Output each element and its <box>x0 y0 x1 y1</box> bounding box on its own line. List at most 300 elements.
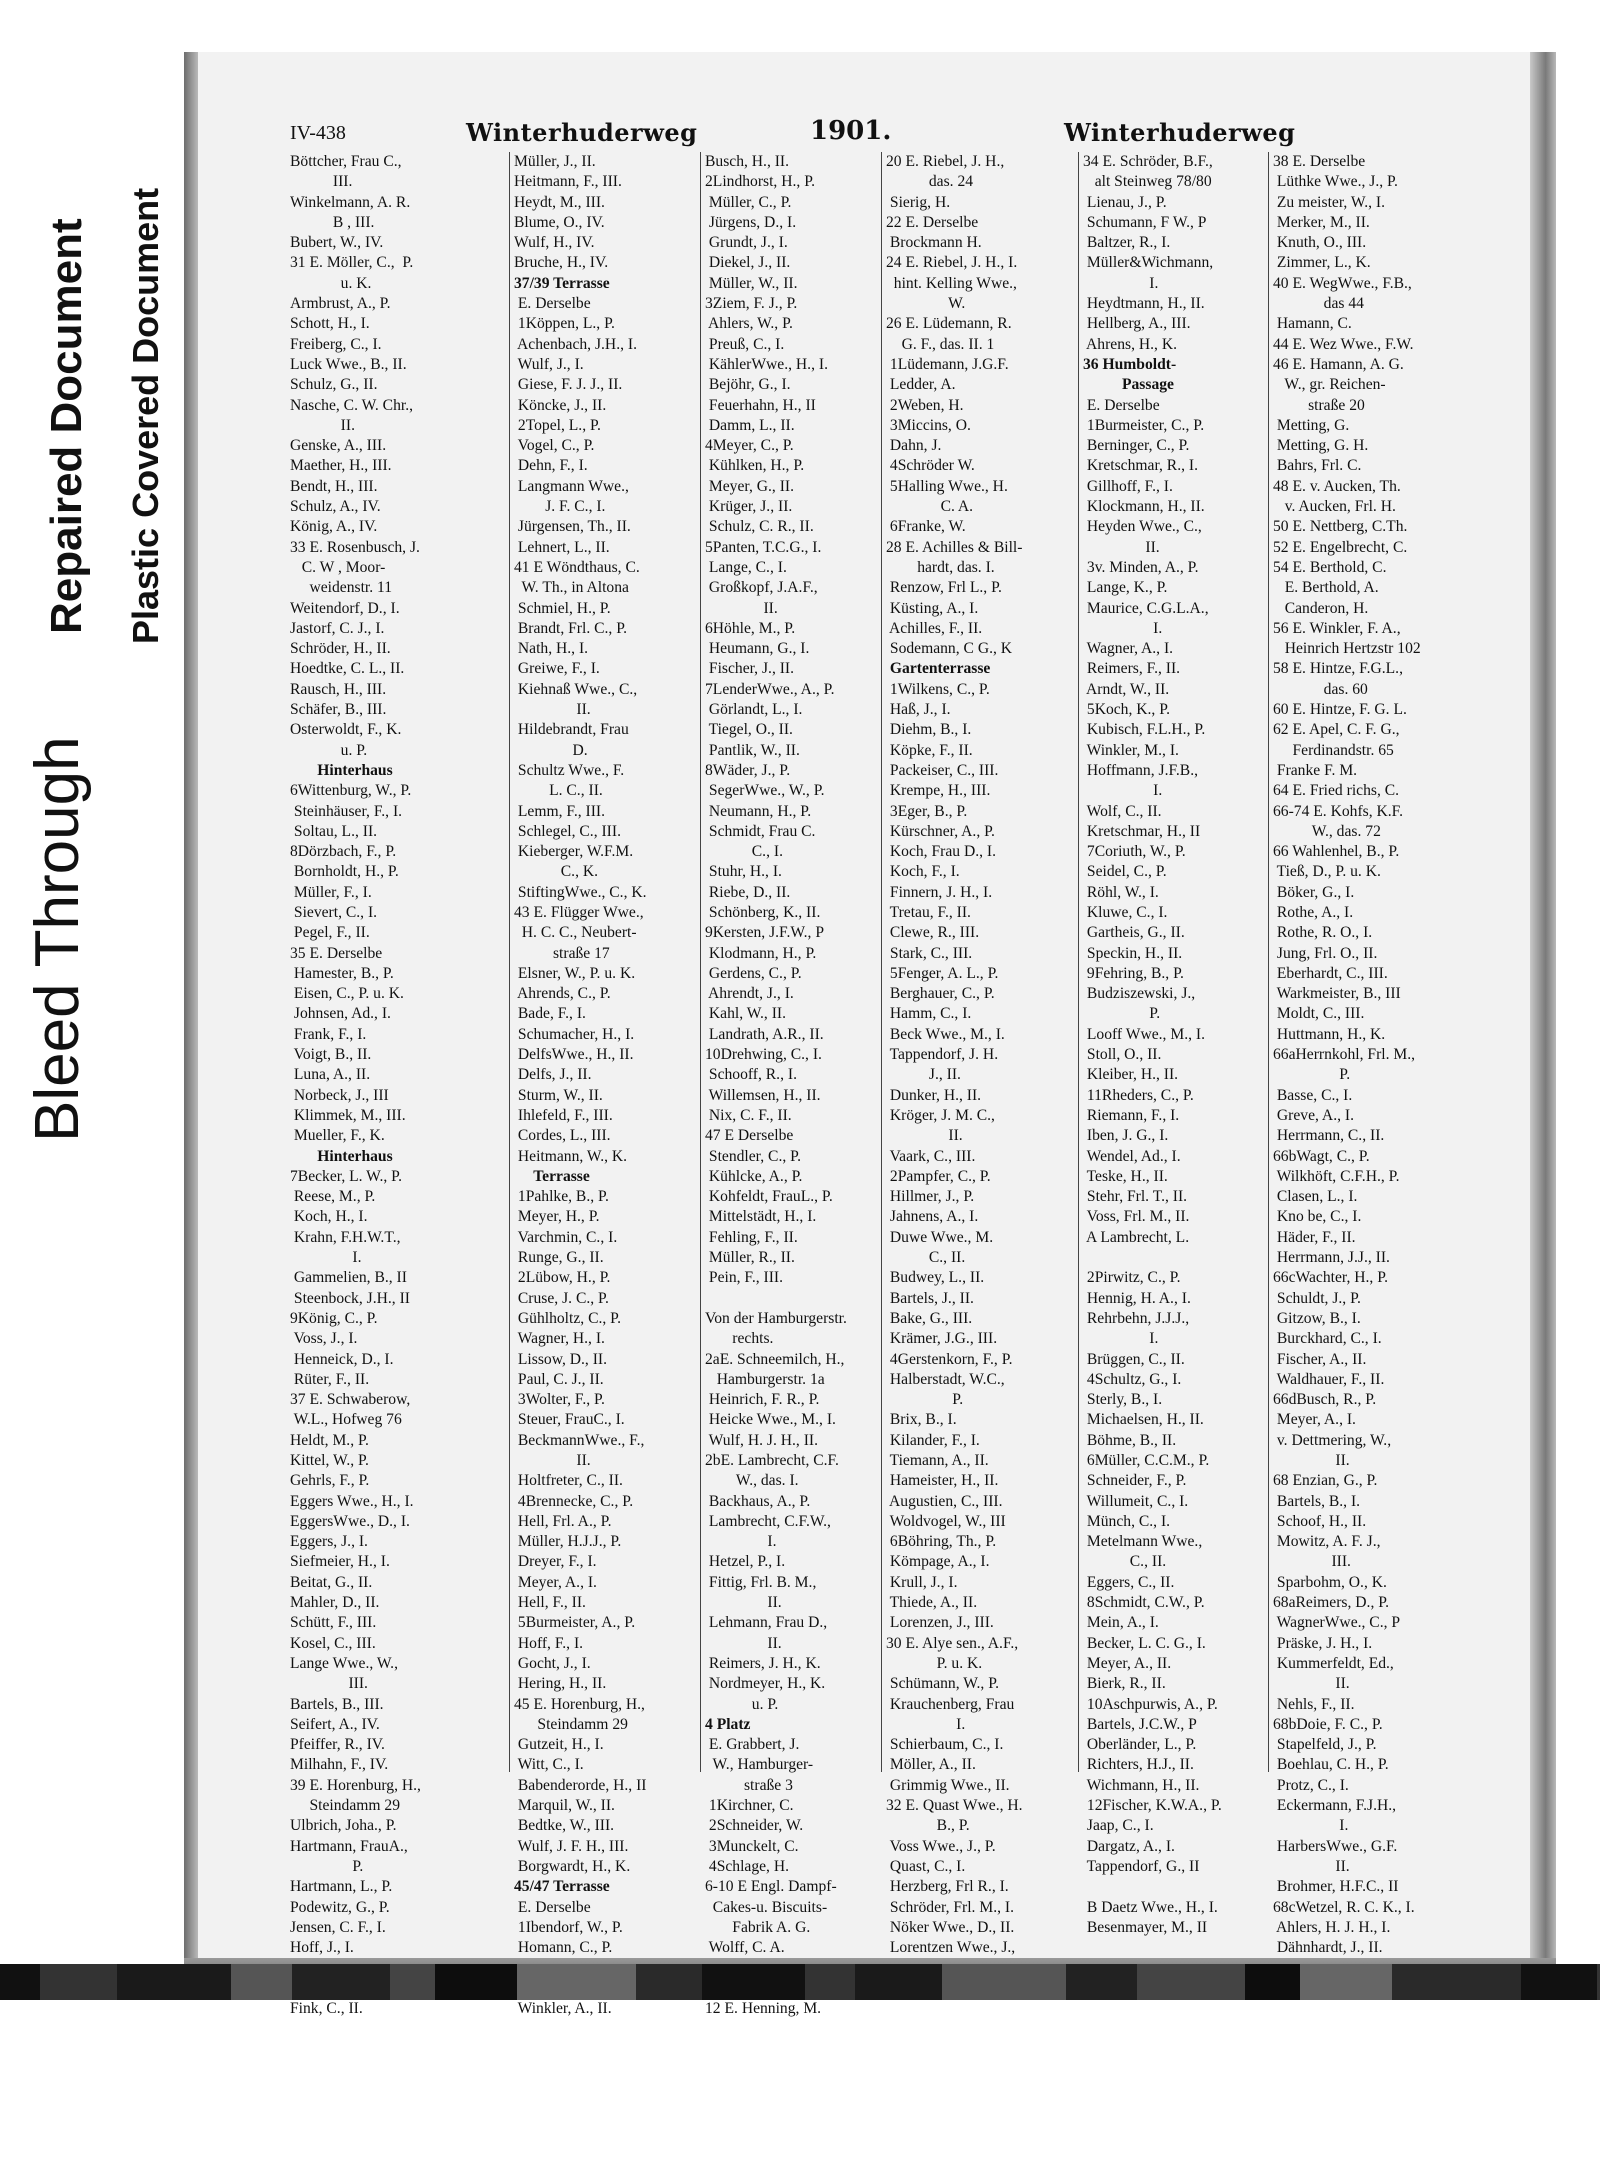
directory-entry: Michaelsen, H., II. <box>1083 1411 1204 1429</box>
directory-entry: II. <box>705 599 778 617</box>
directory-entry: Metting, G. <box>1273 416 1350 434</box>
directory-entry: W., gr. Reichen- <box>1273 376 1386 394</box>
directory-entry: Haß, J., I. <box>886 701 951 719</box>
directory-entry: Budwey, L., II. <box>886 1269 985 1287</box>
directory-entry: J. F. C., I. <box>514 498 606 516</box>
directory-entry: Diekel, J., II. <box>705 254 791 272</box>
directory-entry: Lorenzen, J., III. <box>886 1614 994 1632</box>
directory-entry: Kubisch, F.L.H., P. <box>1083 721 1206 739</box>
directory-entry: Wagner, H., I. <box>514 1330 605 1348</box>
directory-entry: Norbeck, J., III <box>290 1086 389 1104</box>
directory-entry: Bahrs, Frl. C. <box>1273 457 1362 475</box>
directory-entry: 33 E. Rosenbusch, J. <box>290 538 420 556</box>
directory-entry: 50 E. Nettberg, C.Th. <box>1273 518 1408 536</box>
directory-entry: 11Rheders, C., P. <box>1083 1086 1194 1104</box>
directory-entry: weidenstr. 11 <box>290 579 393 597</box>
directory-entry: Kummerfeldt, Ed., <box>1273 1654 1394 1672</box>
directory-entry: Achilles, F., II. <box>886 619 983 637</box>
directory-entry: Milhahn, F., IV. <box>290 1756 389 1774</box>
directory-entry: 54 E. Berthold, C. <box>1273 558 1387 576</box>
directory-entry: Sterly, B., I. <box>1083 1391 1163 1409</box>
directory-entry: Schoof, H., II. <box>1273 1512 1367 1530</box>
directory-entry: Klimmek, M., III. <box>290 1106 406 1124</box>
directory-entry: Fehling, F., II. <box>705 1228 798 1246</box>
directory-entry: 31 E. Möller, C., P. <box>290 254 414 272</box>
directory-column-5 <box>1083 152 1268 1938</box>
directory-entry: Heicke Wwe., M., I. <box>705 1411 836 1429</box>
directory-entry: Speckin, H., II. <box>1083 944 1183 962</box>
directory-entry: Hinterhaus <box>290 1147 393 1165</box>
directory-entry: Jastorf, C. J., I. <box>290 619 385 637</box>
directory-entry: Wolff, C. A. <box>705 1939 785 1957</box>
directory-entry: Stuhr, H., I. <box>705 863 782 881</box>
scanner-bar-segment <box>1300 1964 1392 2000</box>
directory-entry: hardt, das. I. <box>886 558 995 576</box>
directory-entry: P. <box>1273 1066 1351 1084</box>
directory-entry: I. <box>290 1249 362 1267</box>
scanner-bar-segment <box>805 1964 855 2000</box>
directory-entry: 3Munckelt, C. <box>705 1837 799 1855</box>
directory-entry: Runge, G., II. <box>514 1249 604 1267</box>
directory-entry: P. <box>886 1391 964 1409</box>
directory-entry: Finnern, J. H., I. <box>886 883 993 901</box>
directory-entry: 1Köppen, L., P. <box>514 315 615 333</box>
directory-entry: Hoffmann, J.F.B., <box>1083 761 1198 779</box>
directory-entry: 64 E. Fried richs, C. <box>1273 782 1400 800</box>
directory-entry: das. 60 <box>1273 680 1368 698</box>
directory-entry: Böhme, B., II. <box>1083 1431 1177 1449</box>
directory-entry: Meyer, H., P. <box>514 1208 600 1226</box>
directory-entry: Stoll, O., II. <box>1083 1046 1162 1064</box>
directory-entry: Kretschmar, R., I. <box>1083 457 1198 475</box>
directory-entry: 20 E. Riebel, J. H., <box>886 153 1005 170</box>
left-margin <box>0 52 184 1998</box>
directory-entry: 66dBusch, R., P. <box>1273 1391 1377 1409</box>
directory-entry: C., I. <box>705 843 783 861</box>
directory-entry: Dargatz, A., I. <box>1083 1837 1175 1855</box>
directory-entry: Stapelfeld, J., P. <box>1273 1736 1377 1754</box>
directory-entry: Wolf, C., II. <box>1083 802 1162 820</box>
directory-entry: Brockmann H. <box>886 234 982 252</box>
directory-entry: Hell, F., II. <box>514 1594 586 1612</box>
directory-entry: Schröder, H., II. <box>290 640 391 658</box>
directory-entry: KählerWwe., H., I. <box>705 355 828 373</box>
directory-entry: straße 3 <box>705 1776 793 1794</box>
directory-entry: Tappendorf, J. H. <box>886 1046 999 1064</box>
directory-entry: Oberländer, L., P. <box>1083 1736 1197 1754</box>
directory-entry: Fabrik A. G. <box>705 1918 811 1936</box>
directory-entry: Pfeiffer, R., IV. <box>290 1736 385 1754</box>
directory-entry: Schneider, F., P. <box>1083 1472 1187 1490</box>
scanner-bar-segment <box>855 1964 942 2000</box>
directory-entry: Dreyer, F., I. <box>514 1553 597 1571</box>
directory-entry: 4Meyer, C., P. <box>705 437 794 455</box>
directory-entry: Ferdinandstr. 65 <box>1273 741 1394 759</box>
directory-entry: Varchmin, C., I. <box>514 1228 618 1246</box>
directory-entry: Clasen, L., I. <box>1273 1188 1358 1206</box>
directory-entry: v. Dettmering, W., <box>1273 1431 1392 1449</box>
directory-entry: Vogel, C., P. <box>514 437 595 455</box>
directory-entry: 1Kirchner, C. <box>705 1797 794 1815</box>
directory-entry: Hartmann, FrauA., <box>290 1837 408 1855</box>
directory-entry: 12 E. Henning, M. <box>705 2000 822 2018</box>
directory-entry: Halberstadt, W.C., <box>886 1370 1005 1388</box>
directory-entry: Herrmann, C., II. <box>1273 1127 1385 1145</box>
directory-entry: Wichmann, H., II. <box>1083 1776 1200 1794</box>
directory-entry: Willumeit, C., I. <box>1083 1492 1189 1510</box>
directory-entry: Lemm, F., III. <box>514 802 605 820</box>
directory-entry: Clewe, R., III. <box>886 924 980 942</box>
directory-entry: I. <box>886 1715 966 1733</box>
directory-entry: Bubert, W., IV. <box>290 234 384 252</box>
directory-entry: Meyer, A., I. <box>1273 1411 1356 1429</box>
directory-entry: Meyer, G., II. <box>705 477 795 495</box>
directory-entry: 52 E. Engelbrecht, C. <box>1273 538 1408 556</box>
directory-entry: I. <box>1083 274 1159 292</box>
directory-entry: 3Wolter, F., P. <box>514 1391 605 1409</box>
directory-entry: C. A. <box>886 498 974 516</box>
directory-entry: 1Wilkens, C., P. <box>886 680 990 698</box>
directory-entry: Richters, H.J., II. <box>1083 1756 1194 1774</box>
directory-entry: Eggers Wwe., H., I. <box>290 1492 414 1510</box>
directory-entry: Gehrls, F., P. <box>290 1472 370 1490</box>
directory-entry: 35 E. Derselbe <box>290 944 383 962</box>
directory-entry: Thiede, A., II. <box>886 1594 978 1612</box>
directory-entry: Gillhoff, F., I. <box>1083 477 1173 495</box>
directory-entry: 1Ibendorf, W., P. <box>514 1918 623 1936</box>
directory-entry: Lambrecht, C.F.W., <box>705 1512 831 1530</box>
directory-entry: straße 20 <box>1273 396 1365 414</box>
directory-entry: Weitendorf, D., I. <box>290 599 400 617</box>
directory-entry: 6Höhle, M., P. <box>705 619 796 637</box>
directory-entry: Reimers, F., II. <box>1083 660 1181 678</box>
directory-entry: Rausch, H., III. <box>290 680 387 698</box>
directory-entry: 1Lüdemann, J.G.F. <box>886 355 1009 373</box>
directory-entry: Kohfeldt, FrauL., P. <box>705 1188 833 1206</box>
directory-entry <box>1083 1248 1268 1268</box>
directory-entry: 37 E. Schwaberow, <box>290 1391 411 1409</box>
directory-entry: Osterwoldt, F., K. <box>290 721 402 739</box>
directory-entry: 48 E. v. Aucken, Th. <box>1273 477 1401 495</box>
directory-entry: Schulz, A., IV. <box>290 498 381 516</box>
directory-entry: Tappendorf, G., II <box>1083 1857 1200 1875</box>
directory-entry: D. <box>514 741 588 759</box>
directory-entry <box>1083 1877 1268 1897</box>
directory-entry: Busch, H., II. <box>705 153 790 170</box>
scanner-bar-segment <box>231 1964 292 2000</box>
directory-entry: II. <box>514 1452 591 1469</box>
page-title-right: Winterhuderweg <box>1064 118 1296 147</box>
directory-entry: Dunker, H., II. <box>886 1086 982 1104</box>
scanner-bar-segment <box>942 1964 1066 2000</box>
directory-entry: Kno be, C., I. <box>1273 1208 1362 1226</box>
directory-entry: III. <box>1273 1553 1351 1571</box>
directory-entry: Möller, A., II. <box>886 1756 976 1774</box>
directory-entry: Eberhardt, C., III. <box>1273 964 1388 982</box>
directory-entry: Terrasse <box>514 1167 590 1185</box>
directory-entry: Heyden Wwe., C., <box>1083 518 1202 536</box>
directory-entry: Knuth, O., III. <box>1273 234 1367 252</box>
directory-entry: II. <box>290 416 355 434</box>
directory-entry: straße 17 <box>514 944 610 962</box>
directory-entry: Warkmeister, B., III <box>1273 985 1401 1003</box>
directory-entry: Müller, J., II. <box>514 153 596 170</box>
directory-entry: Wulf, J. F. H., III. <box>514 1837 629 1855</box>
directory-entry: Koch, Frau D., I. <box>886 843 997 861</box>
directory-entry: Kühlken, H., P. <box>705 457 805 475</box>
directory-entry: Witt, C., I. <box>514 1756 584 1774</box>
directory-entry: 6Franke, W. <box>886 518 966 536</box>
directory-entry: Ahlers, H. J. H., I. <box>1273 1918 1391 1936</box>
directory-entry: Heldt, M., P. <box>290 1431 369 1449</box>
directory-entry: Beitat, G., II. <box>290 1573 373 1591</box>
directory-entry: W., das. 72 <box>1273 822 1381 840</box>
directory-entry: 41 E Wöndthaus, C. <box>514 558 640 576</box>
directory-entry: Cruse, J. C., P. <box>514 1289 609 1307</box>
directory-entry: 2bE. Lambrecht, C.F. <box>705 1452 839 1469</box>
directory-entry: 43 E. Flügger Wwe., <box>514 903 644 921</box>
directory-entry: 6Böhring, Th., P. <box>886 1533 997 1551</box>
directory-entry: Schumacher, H., I. <box>514 1025 635 1043</box>
directory-entry: P. u. K. <box>886 1654 983 1672</box>
column-divider <box>700 152 701 1772</box>
directory-entry: Von der Hamburgerstr. <box>705 1309 847 1327</box>
directory-entry: 7Coriuth, W., P. <box>1083 843 1186 861</box>
directory-entry: Hoff, F., I. <box>514 1634 584 1652</box>
directory-entry: Borgwardt, H., K. <box>514 1857 631 1875</box>
directory-entry: C., K. <box>514 863 599 881</box>
directory-entry: Nöker Wwe., D., II. <box>886 1918 1015 1936</box>
directory-entry: Heumann, G., I. <box>705 640 810 658</box>
directory-entry: Kömpage, A., I. <box>886 1553 990 1571</box>
directory-entry: Dähnhardt, J., II. <box>1273 1939 1383 1957</box>
directory-entry: Lüthke Wwe., J., P. <box>1273 173 1398 191</box>
directory-entry: Rüter, F., II. <box>290 1370 370 1388</box>
directory-entry: Boehlau, C. H., P. <box>1273 1756 1389 1774</box>
directory-entry: Münch, C., I. <box>1083 1512 1171 1530</box>
column-divider <box>1268 152 1269 1772</box>
scanner-bar-segment <box>517 1964 636 2000</box>
directory-entry: Voss, Frl. M., II. <box>1083 1208 1190 1226</box>
directory-entry: Kröger, J. M. C., <box>886 1106 995 1124</box>
directory-entry: Wulf, J., I. <box>514 355 584 373</box>
directory-entry: Tiegel, O., II. <box>705 721 793 739</box>
directory-entry: Nix, C. F., II. <box>705 1106 792 1124</box>
scanner-bar-segment <box>117 1964 231 2000</box>
directory-entry: Sievert, C., I. <box>290 903 378 921</box>
directory-entry: Koch, F., I. <box>886 863 960 881</box>
directory-entry: Gartenterrasse <box>886 660 991 678</box>
directory-entry: Waldhauer, F., II. <box>1273 1370 1385 1388</box>
directory-entry: Mahler, D., II. <box>290 1594 380 1612</box>
directory-entry: Kiehnaß Wwe., C., <box>514 680 638 698</box>
directory-entry: Böker, G., I. <box>1273 883 1355 901</box>
directory-entry: Sturm, W., II. <box>514 1086 603 1104</box>
directory-entry: Rothe, A., I. <box>1273 903 1354 921</box>
directory-entry: 7Becker, L. W., P. <box>290 1167 402 1185</box>
scanner-bar-segment <box>292 1964 390 2000</box>
directory-entry: Wulf, H. J. H., II. <box>705 1431 818 1449</box>
scanner-bar-segment <box>636 1964 702 2000</box>
directory-entry: I. <box>1273 1817 1349 1835</box>
directory-entry: W.L., Hofweg 76 <box>290 1411 402 1429</box>
directory-entry: Soltau, L., II. <box>290 822 378 840</box>
directory-entry: W., Hamburger- <box>705 1756 814 1774</box>
directory-entry: P. <box>1083 1005 1161 1023</box>
directory-entry: DelfsWwe., H., II. <box>514 1046 634 1064</box>
directory-entry: Pegel, F., II. <box>290 924 370 942</box>
directory-entry: 38 E. Derselbe <box>1273 153 1366 170</box>
directory-entry: Landrath, A.R., II. <box>705 1025 824 1043</box>
directory-entry: Hetzel, P., I. <box>705 1553 786 1571</box>
directory-entry: Zu meister, W., I. <box>1273 193 1385 211</box>
directory-entry: Steindamm 29 <box>290 1797 401 1815</box>
directory-entry: 66aHerrnkohl, Frl. M., <box>1273 1046 1416 1064</box>
scanner-bar-segment <box>1392 1964 1521 2000</box>
directory-entry: III. <box>290 1675 368 1693</box>
directory-entry: 8Schmidt, C.W., P. <box>1083 1594 1205 1612</box>
scanner-bar-segment <box>390 1964 435 2000</box>
directory-entry: 22 E. Derselbe <box>886 213 979 231</box>
directory-entry: Gutzeit, H., I. <box>514 1736 604 1754</box>
directory-entry: Kahl, W., II. <box>705 1005 786 1023</box>
directory-entry: Feuerhahn, H., II <box>705 396 816 414</box>
directory-entry: Ledder, A. <box>886 376 956 394</box>
directory-entry: Krämer, J.G., III. <box>886 1330 998 1348</box>
directory-entry: II. <box>1083 538 1160 556</box>
directory-entry: Willemsen, H., II. <box>705 1086 821 1104</box>
directory-entry: Zimmer, L., K. <box>1273 254 1371 272</box>
directory-entry: Kilander, F., I. <box>886 1431 980 1449</box>
directory-entry: Berninger, C., P. <box>1083 437 1190 455</box>
directory-entry: 37/39 Terrasse <box>514 274 610 292</box>
directory-entry: Grimmig Wwe., II. <box>886 1776 1010 1794</box>
directory-entry: Bartels, B., III. <box>290 1695 384 1713</box>
directory-entry: E. Grabbert, J. <box>705 1736 800 1754</box>
directory-entry: 26 E. Lüdemann, R. <box>886 315 1012 333</box>
directory-entry: Babenderorde, H., II <box>514 1776 647 1794</box>
directory-entry: Teske, H., II. <box>1083 1167 1168 1185</box>
directory-entry: Dehn, F., I. <box>514 457 588 475</box>
directory-entry: Köncke, J., II. <box>514 396 607 414</box>
directory-entry: Rehrbehn, J.J.J., <box>1083 1309 1190 1327</box>
directory-entry: Beck Wwe., M., I. <box>886 1025 1005 1043</box>
scan-right-edge <box>1530 52 1556 1998</box>
directory-entry: Winkler, A., II. <box>514 2000 612 2018</box>
directory-entry: Rothe, R. O., I. <box>1273 924 1373 942</box>
directory-entry: 2Topel, L., P. <box>514 416 601 434</box>
directory-entry: Gocht, J., I. <box>514 1654 591 1672</box>
directory-entry: 56 E. Winkler, F. A., <box>1273 619 1401 637</box>
column-divider <box>509 152 510 1772</box>
directory-entry: HarbersWwe., G.F. <box>1273 1837 1398 1855</box>
directory-entry: Klockmann, H., II. <box>1083 498 1205 516</box>
directory-entry: Seidel, C., P. <box>1083 863 1167 881</box>
directory-entry: Pantlik, W., II. <box>705 741 800 759</box>
directory-entry <box>705 1289 881 1309</box>
directory-entry: 39 E. Horenburg, H., <box>290 1776 421 1794</box>
directory-entry: II. <box>705 1594 782 1612</box>
directory-column-2 <box>514 152 700 2019</box>
directory-entry: Stehr, Frl. T., II. <box>1083 1188 1188 1206</box>
directory-entry: Sparbohm, O., K. <box>1273 1573 1387 1591</box>
directory-entry: Wulf, H., IV. <box>514 234 595 252</box>
directory-entry: Fink, C., II. <box>290 2000 363 2018</box>
directory-entry: 68 Enzian, G., P. <box>1273 1472 1378 1490</box>
directory-entry: Krüger, J., II. <box>705 498 793 516</box>
directory-entry: Greve, A., I. <box>1273 1106 1354 1124</box>
directory-entry: Armbrust, A., P. <box>290 295 391 313</box>
scanner-bar-segment <box>40 1964 117 2000</box>
directory-entry: Bartels, B., I. <box>1273 1492 1361 1510</box>
directory-entry: Hellberg, A., III. <box>1083 315 1191 333</box>
directory-entry: Elsner, W., P. u. K. <box>514 964 636 982</box>
directory-entry: Merker, M., II. <box>1273 213 1370 231</box>
directory-entry: 66 Wahlenhel, B., P. <box>1273 843 1400 861</box>
directory-entry: Kretschmar, H., II <box>1083 822 1201 840</box>
directory-entry: W., das. I. <box>705 1472 799 1490</box>
directory-entry: Schütt, F., III. <box>290 1614 377 1632</box>
directory-entry: 44 E. Wez Wwe., F.W. <box>1273 335 1414 353</box>
directory-entry: Tieß, D., P. u. K. <box>1273 863 1381 881</box>
directory-entry: Schlegel, C., III. <box>514 822 621 840</box>
directory-entry: Hameister, H., II. <box>886 1472 999 1490</box>
directory-entry: 30 E. Alye sen., A.F., <box>886 1634 1019 1652</box>
directory-entry: Bornholdt, H., P. <box>290 863 399 881</box>
directory-entry: u. P. <box>705 1695 779 1713</box>
scanner-bar-segment <box>435 1964 517 2000</box>
directory-column-6 <box>1273 152 1493 1999</box>
directory-entry: Seifert, A., IV. <box>290 1715 380 1733</box>
directory-entry: 6Wittenburg, W., P. <box>290 782 412 800</box>
directory-entry: Lissow, D., II. <box>514 1350 607 1368</box>
directory-entry: Nasche, C. W. Chr., <box>290 396 414 414</box>
directory-entry: Eggers, J., I. <box>290 1533 368 1551</box>
directory-entry: 1Pahlke, B., P. <box>514 1188 609 1206</box>
directory-entry: das. 24 <box>886 173 974 191</box>
directory-entry: Schulz, G., II. <box>290 376 378 394</box>
directory-entry: Eggers, C., II. <box>1083 1573 1175 1591</box>
directory-entry: 3Miccins, O. <box>886 416 971 434</box>
directory-entry: hint. Kelling Wwe., <box>886 274 1017 292</box>
directory-entry: Nehls, F., II. <box>1273 1695 1355 1713</box>
directory-entry: C., II. <box>1083 1553 1167 1571</box>
directory-entry: C., II. <box>886 1249 966 1267</box>
directory-entry: 4Schlage, H. <box>705 1857 790 1875</box>
directory-entry: Augustien, C., III. <box>886 1492 1003 1510</box>
directory-column-1 <box>290 152 508 2019</box>
scanner-bar-segment <box>1521 1964 1597 2000</box>
directory-entry: II. <box>705 1634 782 1652</box>
directory-entry: 6-10 E Engl. Dampf- <box>705 1878 837 1896</box>
directory-entry: Fittig, Frl. B. M., <box>705 1573 817 1591</box>
directory-entry: 1Burmeister, C., P. <box>1083 416 1205 434</box>
directory-entry: Schmiel, H., P. <box>514 599 611 617</box>
directory-entry: Schäfer, B., III. <box>290 701 387 719</box>
directory-entry: 62 E. Apel, C. F. G., <box>1273 721 1400 739</box>
directory-entry: Heydt, M., III. <box>514 193 605 211</box>
directory-entry: Jahnens, A., I. <box>886 1208 979 1226</box>
directory-entry: Jung, Frl. O., II. <box>1273 944 1378 962</box>
directory-entry: v. Aucken, Frl. H. <box>1273 498 1396 516</box>
directory-entry: 66-74 E. Kohfs, K.F. <box>1273 802 1403 820</box>
directory-entry: Gühlholtz, C., P. <box>514 1309 622 1327</box>
directory-entry: Fischer, J., II. <box>705 660 795 678</box>
directory-entry: Metting, G. H. <box>1273 437 1369 455</box>
directory-entry: Ahlers, W., P. <box>705 315 793 333</box>
directory-entry: Lehmann, Frau D., <box>705 1614 828 1632</box>
repaired-document-label: Repaired Document <box>42 218 91 634</box>
